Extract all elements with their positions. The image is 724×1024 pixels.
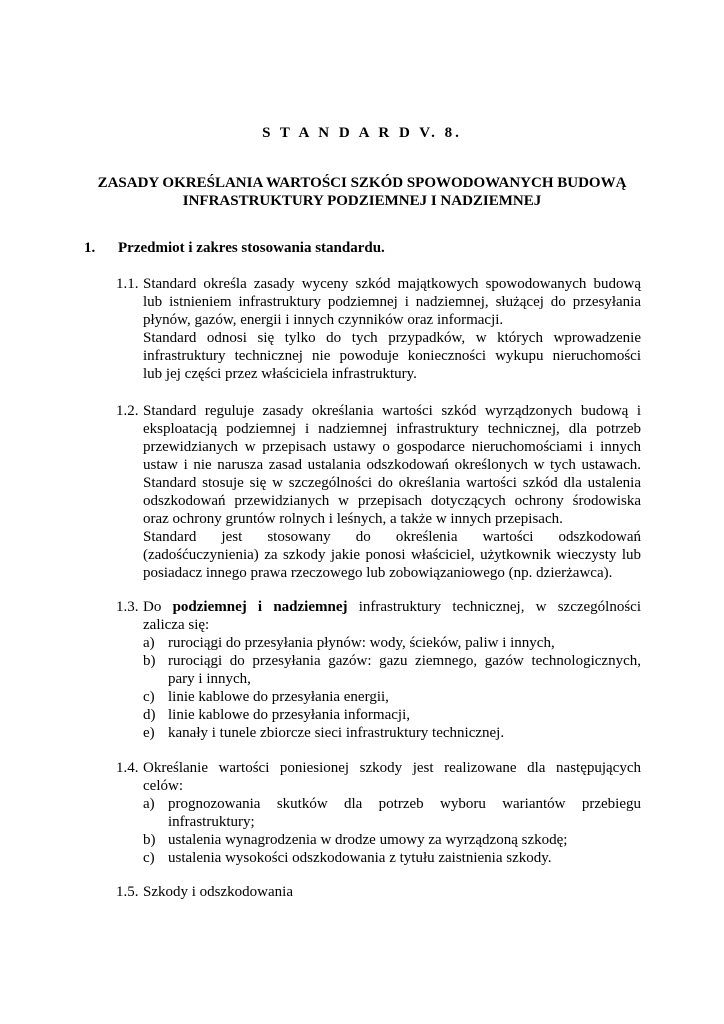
paragraph-line: eksploatacją podziemnej i nadziemnej infrastruktury technicznej, dla potrzeb	[143, 421, 641, 437]
paragraph-line	[143, 598, 641, 616]
paragraph-1-5: Szkody i odszkodowania	[143, 884, 293, 900]
paragraph-line: celów:	[143, 778, 183, 794]
paragraph-line: ustaw i nie narusza zasad ustalania odszkodowań określonych w tych ustawach.	[143, 457, 641, 473]
paragraph-number-1-1: 1.1.	[116, 276, 139, 292]
paragraph-number-1-3: 1.3.	[116, 599, 139, 615]
paragraph-number-1-2: 1.2.	[116, 403, 139, 419]
paragraph-line: Standard jest stosowany do określenia wartości odszkodowań	[143, 529, 641, 545]
list-letter: b)	[143, 832, 156, 848]
standard-title: S T A N D A R D V. 8.	[262, 125, 462, 141]
section-number: 1.	[84, 240, 96, 256]
paragraph-line: Standard stosuje się w szczególności do określania wartości szkód dla ustalenia	[143, 475, 641, 491]
paragraph-line: płynów, gazów, energii i innych czynników oraz informacji.	[143, 312, 504, 328]
paragraph-line: Określanie wartości poniesionej szkody jest realizowane dla następujących	[143, 760, 641, 776]
list-letter: c)	[143, 850, 155, 866]
paragraph-line: infrastruktury technicznej nie powoduje konieczności wykupu nieruchomości	[143, 348, 641, 364]
list-item: ustalenia wynagrodzenia w drodze umowy za wyrządzoną szkodę;	[168, 832, 568, 848]
list-item: linie kablowe do przesyłania informacji,	[168, 707, 410, 723]
list-item: kanały i tunele zbiorcze sieci infrastruktury technicznej.	[168, 725, 505, 741]
main-title-line-1: ZASADY OKREŚLANIA WARTOŚCI SZKÓD SPOWODOWANYCH BUDOWĄ	[97, 175, 627, 191]
list-item: linie kablowe do przesyłania energii,	[168, 689, 389, 705]
list-letter: a)	[143, 796, 155, 812]
list-item-line: pary i innych,	[168, 671, 251, 687]
paragraph-line: Standard reguluje zasady określania wartości szkód wyrządzonych budową i	[143, 403, 641, 419]
paragraph-line: lub istnieniem infrastruktury podziemnej i nadziemnej, służącej do przesyłania	[143, 294, 641, 310]
list-item-line: infrastruktury;	[168, 814, 255, 830]
paragraph-number-1-4: 1.4.	[116, 760, 139, 776]
section-title: Przedmiot i zakres stosowania standardu.	[118, 240, 385, 256]
list-letter: d)	[143, 707, 156, 723]
list-letter: b)	[143, 653, 156, 669]
paragraph-1-3-intro	[143, 598, 641, 634]
paragraph-number-1-5: 1.5.	[116, 884, 139, 900]
paragraph-line: zalicza się:	[143, 617, 210, 633]
paragraph-line: odszkodowań przewidzianych w przepisach dotyczących ochrony środowiska	[143, 493, 641, 509]
intro-suffix: infrastruktury technicznej, w szczególności	[358, 599, 642, 615]
paragraph-1-4-intro	[143, 759, 641, 795]
list-item-line: rurociągi do przesyłania gazów: gazu ziemnego, gazów technologicznych,	[168, 653, 641, 669]
list-item: rurociągi do przesyłania płynów: wody, ścieków, paliw i innych,	[168, 635, 555, 651]
paragraph-line: posiadacz innego prawa rzeczowego lub zobowiązaniowego (np. dzierżawca).	[143, 565, 613, 581]
intro-prefix: Do	[143, 599, 162, 615]
paragraph-line: oraz ochrony gruntów rolnych i leśnych, a także w innych przepisach.	[143, 511, 563, 527]
paragraph-line: (zadośćuczynienia) za szkody jakie ponosi właściciel, użytkownik wieczysty lub	[143, 547, 641, 563]
paragraph-1-1	[143, 275, 641, 383]
intro-bold: podziemnej i nadziemnej	[172, 599, 348, 615]
main-title-line-2: INFRASTRUKTURY PODZIEMNEJ I NADZIEMNEJ	[182, 193, 542, 209]
paragraph-line: Standard określa zasady wyceny szkód majątkowych spowodowanych budową	[143, 276, 641, 292]
paragraph-line: lub jej części przez właściciela infrastruktury.	[143, 366, 417, 382]
paragraph-line: przewidzianych w przepisach ustawy o gospodarce nieruchomościami i innych	[143, 439, 641, 455]
paragraph-line: Standard odnosi się tylko do tych przypadków, w których wprowadzenie	[143, 330, 641, 346]
list-letter: c)	[143, 689, 155, 705]
list-letter: e)	[143, 725, 155, 741]
list-letter: a)	[143, 635, 155, 651]
list-item-line: prognozowania skutków dla potrzeb wyboru wariantów przebiegu	[168, 796, 641, 812]
list-item: ustalenia wysokości odszkodowania z tytułu zaistnienia szkody.	[168, 850, 552, 866]
list-item	[168, 795, 641, 831]
paragraph-1-2	[143, 402, 641, 582]
list-item	[168, 652, 641, 688]
main-title	[80, 174, 644, 210]
